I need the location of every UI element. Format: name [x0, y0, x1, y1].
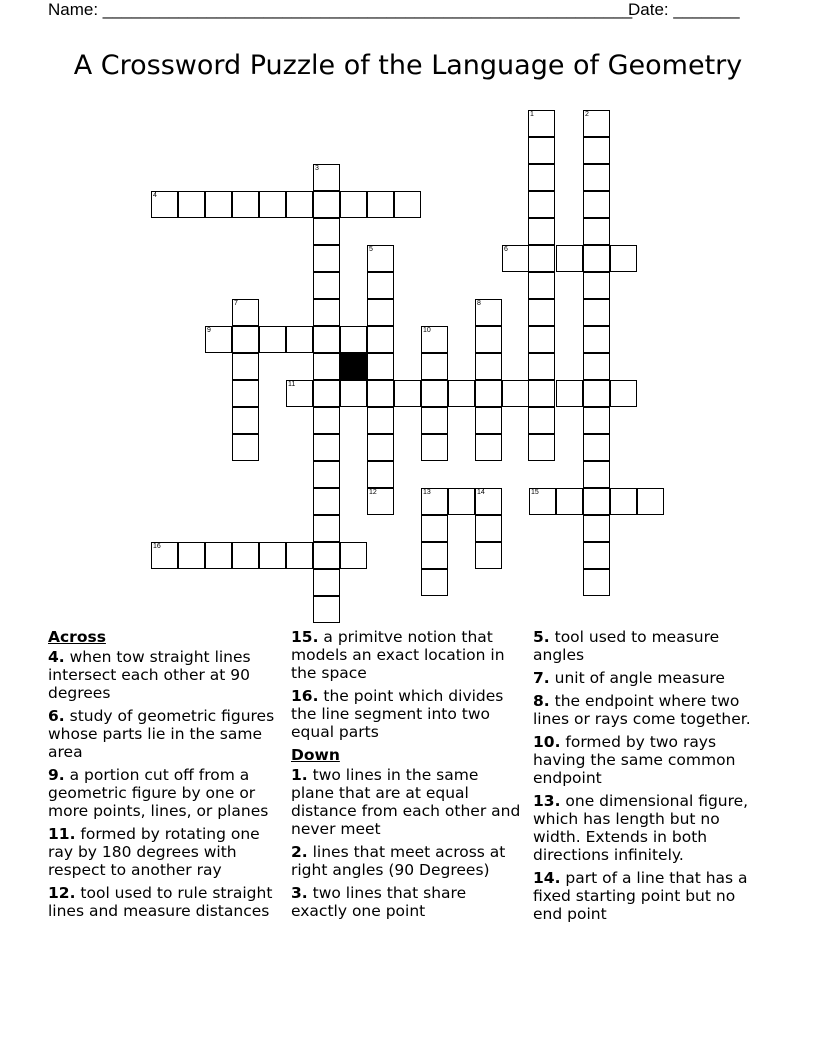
grid-cell[interactable] — [340, 380, 367, 407]
clue-item — [533, 669, 765, 687]
grid-cell[interactable] — [637, 488, 664, 515]
grid-cell[interactable] — [313, 245, 340, 272]
section-heading: Down — [291, 746, 340, 764]
grid-cell[interactable] — [421, 569, 448, 596]
grid-cell[interactable] — [313, 380, 340, 407]
grid-cell[interactable] — [583, 407, 610, 434]
grid-cell[interactable] — [232, 326, 259, 353]
clue-number: 4 — [153, 192, 157, 199]
grid-cell[interactable] — [421, 488, 448, 515]
grid-cell[interactable] — [232, 380, 259, 407]
grid-cell[interactable] — [178, 191, 205, 218]
grid-cell[interactable] — [583, 488, 610, 515]
grid-cell[interactable] — [367, 272, 394, 299]
clue-text: unit of angle measure — [549, 669, 725, 687]
grid-cell[interactable] — [367, 380, 394, 407]
grid-cell[interactable] — [259, 191, 286, 218]
clue-number: 8. — [533, 692, 550, 710]
grid-cell[interactable] — [583, 542, 610, 569]
grid-cell[interactable] — [367, 299, 394, 326]
grid-cell[interactable] — [475, 542, 502, 569]
grid-cell[interactable] — [394, 380, 421, 407]
grid-cell[interactable] — [259, 326, 286, 353]
grid-cell[interactable] — [421, 407, 448, 434]
grid-cell[interactable] — [610, 245, 637, 272]
clue-number: 7. — [533, 669, 550, 687]
grid-cell[interactable] — [583, 218, 610, 245]
clue-number: 14 — [477, 489, 485, 496]
grid-cell[interactable] — [421, 353, 448, 380]
clue-text: the endpoint where two lines or rays come together. — [533, 692, 751, 728]
clues-column-2 — [291, 628, 523, 925]
grid-cell[interactable] — [232, 434, 259, 461]
grid-cell[interactable] — [313, 488, 340, 515]
grid-cell[interactable] — [475, 299, 502, 326]
clue-item — [291, 884, 523, 920]
grid-cell[interactable] — [556, 488, 583, 515]
clue-text: study of geometric figures whose parts lie in the same area — [48, 707, 275, 761]
grid-cell[interactable] — [528, 434, 555, 461]
grid-cell[interactable] — [528, 299, 555, 326]
clue-number: 10. — [533, 733, 561, 751]
clue-text: a portion cut off from a geometric figure by one or more points, lines, or planes — [48, 766, 269, 820]
grid-cell[interactable] — [367, 434, 394, 461]
clue-item — [533, 692, 765, 728]
black-cell — [340, 353, 367, 380]
clue-text: lines that meet across at right angles (90 Degrees) — [291, 843, 506, 879]
clue-number: 13. — [533, 792, 561, 810]
clue-number: 15 — [531, 489, 539, 496]
clue-item — [48, 825, 280, 879]
grid-cell[interactable] — [313, 407, 340, 434]
grid-cell[interactable] — [528, 110, 555, 137]
grid-cell[interactable] — [529, 488, 556, 515]
clue-text: part of a line that has a fixed starting point but no end point — [533, 869, 748, 923]
grid-cell[interactable] — [286, 191, 313, 218]
clue-number: 11 — [288, 381, 296, 388]
grid-cell[interactable] — [583, 110, 610, 137]
clue-number: 1. — [291, 766, 308, 784]
clue-text: formed by two rays having the same common endpoint — [533, 733, 736, 787]
grid-cell[interactable] — [232, 407, 259, 434]
clue-text: one dimensional figure, which has length but no width. Extends in both directions infinitely. — [533, 792, 749, 864]
page-title: A Crossword Puzzle of the Language of Geometry — [73, 50, 743, 81]
grid-cell[interactable] — [340, 542, 367, 569]
clue-item — [48, 884, 280, 920]
grid-cell[interactable] — [367, 461, 394, 488]
clue-number: 1 — [530, 111, 534, 118]
grid-cell[interactable] — [475, 326, 502, 353]
clue-item — [48, 707, 280, 761]
clue-number: 9. — [48, 766, 65, 784]
clue-text: tool used to measure angles — [533, 628, 720, 664]
clue-number: 16 — [153, 543, 161, 550]
grid-cell[interactable] — [475, 353, 502, 380]
clue-number: 2 — [585, 111, 589, 118]
clue-text: tool used to rule straight lines and measure distances — [48, 884, 273, 920]
grid-cell[interactable] — [421, 326, 448, 353]
clue-text: two lines that share exactly one point — [291, 884, 467, 920]
grid-cell[interactable] — [340, 326, 367, 353]
grid-cell[interactable] — [610, 380, 637, 407]
clue-number: 6 — [504, 246, 508, 253]
grid-cell[interactable] — [421, 542, 448, 569]
grid-cell[interactable] — [259, 542, 286, 569]
grid-cell[interactable] — [528, 245, 555, 272]
clue-number: 15. — [291, 628, 319, 646]
grid-cell[interactable] — [313, 461, 340, 488]
grid-cell[interactable] — [313, 299, 340, 326]
clue-item — [291, 766, 523, 838]
grid-cell[interactable] — [583, 353, 610, 380]
grid-cell[interactable] — [528, 137, 555, 164]
grid-cell[interactable] — [421, 380, 448, 407]
grid-cell[interactable] — [178, 542, 205, 569]
grid-cell[interactable] — [367, 191, 394, 218]
clue-item — [533, 869, 765, 923]
grid-cell[interactable] — [313, 191, 340, 218]
grid-cell[interactable] — [583, 272, 610, 299]
grid-cell[interactable] — [448, 488, 475, 515]
clue-number: 2. — [291, 843, 308, 861]
grid-cell[interactable] — [313, 164, 340, 191]
grid-cell[interactable] — [367, 245, 394, 272]
clue-number: 5. — [533, 628, 550, 646]
name-field[interactable]: Name: ________________________________________________________ — [48, 0, 633, 19]
grid-cell[interactable] — [583, 245, 610, 272]
grid-cell[interactable] — [583, 380, 610, 407]
clue-item — [291, 628, 523, 682]
grid-cell[interactable] — [610, 488, 637, 515]
grid-cell[interactable] — [232, 353, 259, 380]
grid-cell[interactable] — [475, 434, 502, 461]
grid-cell[interactable] — [205, 542, 232, 569]
grid-cell[interactable] — [583, 326, 610, 353]
clue-number: 11. — [48, 825, 76, 843]
clues-column-1 — [48, 628, 280, 925]
grid-cell[interactable] — [313, 272, 340, 299]
grid-cell[interactable] — [528, 353, 555, 380]
grid-cell[interactable] — [151, 191, 178, 218]
grid-cell[interactable] — [313, 218, 340, 245]
clue-item — [533, 733, 765, 787]
clue-number: 6. — [48, 707, 65, 725]
grid-cell[interactable] — [583, 434, 610, 461]
grid-cell[interactable] — [421, 515, 448, 542]
clue-text: the point which divides the line segment into two equal parts — [291, 687, 504, 741]
grid-cell[interactable] — [232, 542, 259, 569]
grid-cell[interactable] — [583, 191, 610, 218]
clue-item — [291, 843, 523, 879]
grid-cell[interactable] — [340, 191, 367, 218]
clue-number: 16. — [291, 687, 319, 705]
grid-cell[interactable] — [313, 326, 340, 353]
grid-cell[interactable] — [313, 353, 340, 380]
clue-number: 14. — [533, 869, 561, 887]
clue-number: 3. — [291, 884, 308, 902]
grid-cell[interactable] — [583, 515, 610, 542]
clue-number: 8 — [477, 300, 481, 307]
grid-cell[interactable] — [313, 434, 340, 461]
clue-number: 4. — [48, 648, 65, 666]
grid-cell[interactable] — [528, 407, 555, 434]
grid-cell[interactable] — [502, 245, 529, 272]
grid-cell[interactable] — [367, 326, 394, 353]
grid-cell[interactable] — [232, 299, 259, 326]
grid-cell[interactable] — [367, 488, 394, 515]
grid-cell[interactable] — [313, 569, 340, 596]
grid-cell[interactable] — [502, 380, 529, 407]
clue-item — [48, 766, 280, 820]
clue-number: 13 — [423, 489, 431, 496]
grid-cell[interactable] — [367, 353, 394, 380]
section-heading: Across — [48, 628, 106, 646]
grid-cell[interactable] — [313, 596, 340, 623]
grid-cell[interactable] — [367, 407, 394, 434]
grid-cell[interactable] — [421, 434, 448, 461]
grid-cell[interactable] — [475, 407, 502, 434]
grid-cell[interactable] — [205, 326, 232, 353]
clue-number: 3 — [315, 165, 319, 172]
grid-cell[interactable] — [448, 380, 475, 407]
clue-text: formed by rotating one ray by 180 degrees with respect to another ray — [48, 825, 260, 879]
grid-cell[interactable] — [583, 569, 610, 596]
date-field[interactable]: Date: _______ — [628, 0, 740, 19]
clue-number: 7 — [234, 300, 238, 307]
grid-cell[interactable] — [286, 326, 313, 353]
clue-text: when tow straight lines intersect each other at 90 degrees — [48, 648, 251, 702]
clue-item — [533, 792, 765, 864]
clue-text: two lines in the same plane that are at equal distance from each other and never meet — [291, 766, 521, 838]
clue-number: 10 — [423, 327, 431, 334]
clue-item — [48, 648, 280, 702]
grid-cell[interactable] — [528, 326, 555, 353]
grid-cell[interactable] — [583, 461, 610, 488]
grid-cell[interactable] — [528, 191, 555, 218]
grid-cell[interactable] — [475, 488, 502, 515]
grid-cell[interactable] — [313, 515, 340, 542]
grid-cell[interactable] — [583, 137, 610, 164]
clue-number: 5 — [369, 246, 373, 253]
grid-cell[interactable] — [475, 515, 502, 542]
grid-cell[interactable] — [313, 542, 340, 569]
clue-item — [533, 628, 765, 664]
grid-cell[interactable] — [232, 191, 259, 218]
clue-item — [291, 687, 523, 741]
clue-number: 12 — [369, 489, 377, 496]
grid-cell[interactable] — [286, 542, 313, 569]
grid-cell[interactable] — [475, 380, 502, 407]
grid-cell[interactable] — [556, 245, 583, 272]
grid-cell[interactable] — [528, 218, 555, 245]
clue-text: a primitve notion that models an exact location in the space — [291, 628, 505, 682]
clue-number: 9 — [207, 327, 211, 334]
grid-cell[interactable] — [583, 164, 610, 191]
grid-cell[interactable] — [394, 191, 421, 218]
grid-cell[interactable] — [528, 272, 555, 299]
grid-cell[interactable] — [583, 299, 610, 326]
grid-cell[interactable] — [151, 542, 178, 569]
grid-cell[interactable] — [528, 164, 555, 191]
grid-cell[interactable] — [205, 191, 232, 218]
clue-number: 12. — [48, 884, 76, 902]
grid-cell[interactable] — [528, 380, 555, 407]
grid-cell[interactable] — [286, 380, 313, 407]
grid-cell[interactable] — [556, 380, 583, 407]
clues-column-3 — [533, 628, 765, 928]
